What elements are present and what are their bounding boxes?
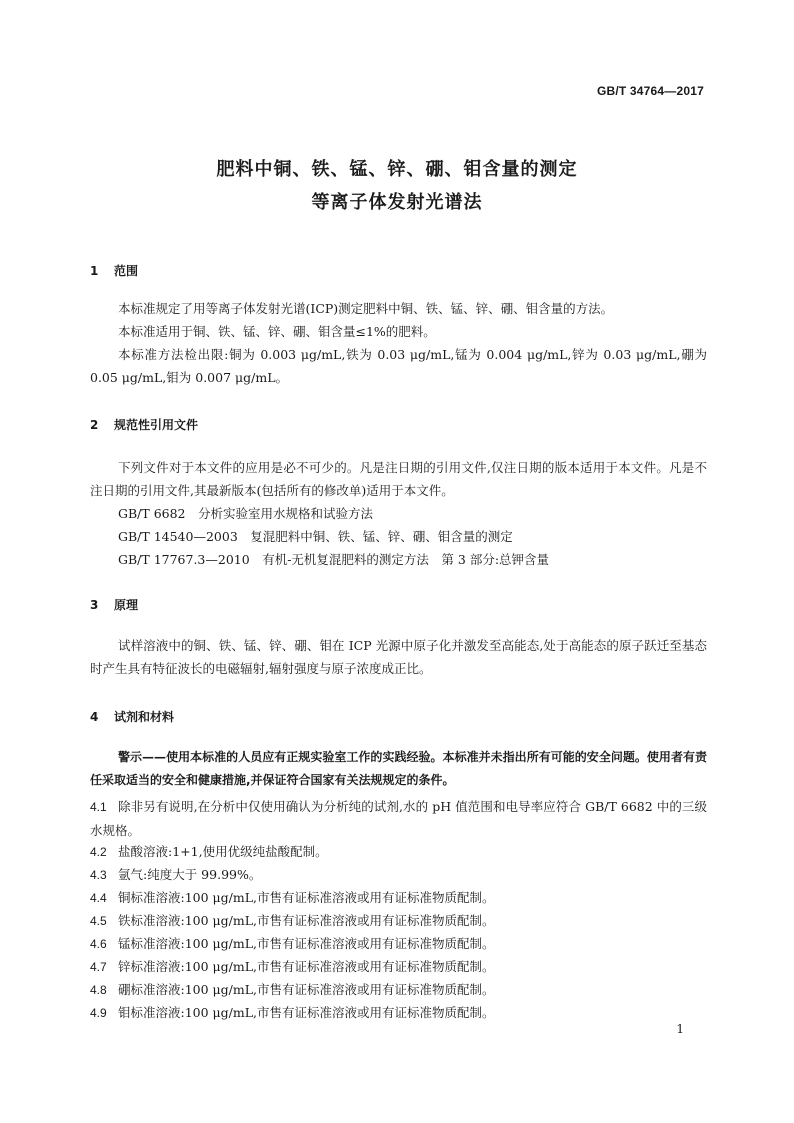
reference-item: GB/T 6682 分析实验室用水规格和试验方法 <box>118 506 374 521</box>
page-number: 1 <box>676 1022 684 1036</box>
clause-4-8 <box>90 978 707 1002</box>
clause-text: 氩气:纯度大于 99.99%。 <box>118 867 262 882</box>
clause-number: 4.9 <box>90 1006 107 1020</box>
section-number: 1 <box>90 264 99 278</box>
clause-number: 4.1 <box>90 800 107 814</box>
section-number: 4 <box>90 710 99 724</box>
clause-number: 4.4 <box>90 891 107 905</box>
clause-number: 4.7 <box>90 960 107 974</box>
clause-text: 铁标准溶液:100 μg/mL,市售有证标准溶液或用有证标准物质配制。 <box>118 913 495 928</box>
standard-code: GB/T 34764—2017 <box>596 84 704 98</box>
document-title-line-1: 肥料中铜、铁、锰、锌、硼、钼含量的测定 <box>216 159 578 180</box>
section-title: 范围 <box>114 264 139 278</box>
clause-4-4 <box>90 886 707 910</box>
section-1-paragraph: 本标准适用于铜、铁、锰、锌、硼、钼含量≤1%的肥料。 <box>118 324 436 339</box>
safety-warning: 警示——使用本标准的人员应有正规实验室工作的实践经验。本标准并未指出所有可能的安全问题。使用者有责任采取适当的安全和健康措施,并保证符合国家有关法规规定的条件。 <box>90 750 707 787</box>
section-title: 原理 <box>114 598 139 612</box>
section-title: 规范性引用文件 <box>114 418 199 432</box>
document-title-line-2: 等离子体发射光谱法 <box>311 192 483 213</box>
clause-4-5 <box>90 909 707 933</box>
clause-text: 钼标准溶液:100 μg/mL,市售有证标准溶液或用有证标准物质配制。 <box>118 1005 495 1020</box>
clause-number: 4.6 <box>90 937 107 951</box>
section-2-intro: 下列文件对于本文件的应用是必不可少的。凡是注日期的引用文件,仅注日期的版本适用于本文件。凡是不注日期的引用文件,其最新版本(包括所有的修改单)适用于本文件。 <box>90 460 707 498</box>
clause-text: 锌标准溶液:100 μg/mL,市售有证标准溶液或用有证标准物质配制。 <box>118 959 495 974</box>
section-number: 2 <box>90 418 99 432</box>
clause-text: 盐酸溶液:1+1,使用优级纯盐酸配制。 <box>118 844 328 859</box>
clause-4-6 <box>90 932 707 956</box>
clause-number: 4.3 <box>90 868 107 882</box>
section-2-heading <box>90 416 198 433</box>
clause-number: 4.2 <box>90 845 107 859</box>
section-number: 3 <box>90 598 99 612</box>
clause-4-1 <box>90 795 707 842</box>
clause-4-9 <box>90 1001 707 1025</box>
section-4-heading <box>90 708 174 725</box>
section-3-heading <box>90 596 138 613</box>
section-1-heading <box>90 262 138 279</box>
reference-item: GB/T 17767.3—2010 有机-无机复混肥料的测定方法 第 3 部分:总钾含量 <box>118 552 550 567</box>
clause-number: 4.8 <box>90 983 107 997</box>
section-1-paragraph: 本标准规定了用等离子体发射光谱(ICP)测定肥料中铜、铁、锰、锌、硼、钼含量的方法。 <box>118 301 614 316</box>
clause-text: 硼标准溶液:100 μg/mL,市售有证标准溶液或用有证标准物质配制。 <box>118 982 495 997</box>
clause-4-2 <box>90 840 707 864</box>
reference-item: GB/T 14540—2003 复混肥料中铜、铁、锰、锌、硼、钼含量的测定 <box>118 529 513 544</box>
section-3-paragraph: 试样溶液中的铜、铁、锰、锌、硼、钼在 ICP 光源中原子化并激发至高能态,处于高能态的原子跃迁至基态时产生具有特征波长的电磁辐射,辐射强度与原子浓度成正比。 <box>90 638 707 676</box>
clause-number: 4.5 <box>90 914 107 928</box>
clause-4-3 <box>90 863 707 887</box>
section-title: 试剂和材料 <box>114 710 175 724</box>
section-1-paragraph: 本标准方法检出限:铜为 0.003 μg/mL,铁为 0.03 μg/mL,锰为 0.004 μg/mL,锌为 0.03 μg/mL,硼为 0.05 μg/mL,钼为 0.007 μg/mL。 <box>90 347 707 385</box>
clause-text: 铜标准溶液:100 μg/mL,市售有证标准溶液或用有证标准物质配制。 <box>118 890 495 905</box>
clause-text: 除非另有说明,在分析中仅使用确认为分析纯的试剂,水的 pH 值范围和电导率应符合 GB/T 6682 中的三级水规格。 <box>90 799 707 838</box>
clause-4-7 <box>90 955 707 979</box>
clause-text: 锰标准溶液:100 μg/mL,市售有证标准溶液或用有证标准物质配制。 <box>118 936 495 951</box>
